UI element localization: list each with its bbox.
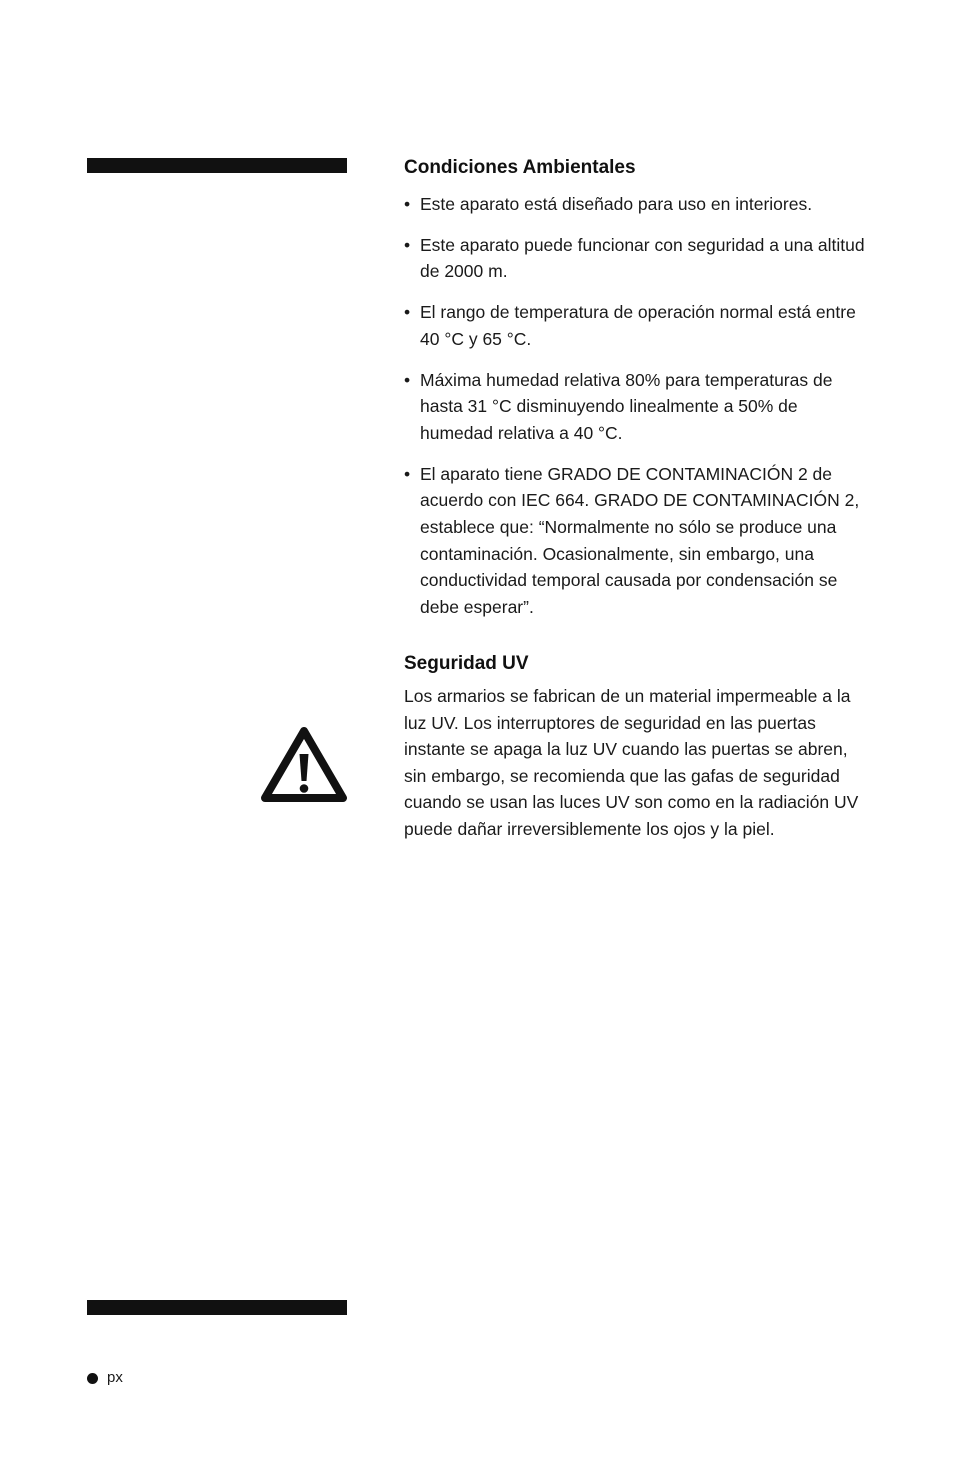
uv-safety-section [404, 651, 874, 842]
list-item-text: El rango de temperatura de operación normal está entre 40 °C y 65 °C. [420, 302, 856, 349]
list-item [404, 367, 874, 447]
bullet-point: • [404, 234, 411, 255]
environmental-conditions-section [404, 155, 874, 635]
list-item [404, 461, 874, 621]
list-item-text: Máxima humedad relativa 80% para temperaturas de hasta 31 °C disminuyendo linealmente a 50% de humedad relativa a 40 °C. [420, 369, 833, 443]
uv-safety-heading: Seguridad UV [404, 653, 529, 674]
uv-safety-paragraph: Los armarios se fabrican de un material impermeable a la luz UV. Los interruptores de seguridad en las puertas instante se apaga la luz UV cuando las puertas se abren, sin embargo, se recomienda que las gafas de seguridad cuando se usan las luces UV son como en la radiación UV puede dañar irreversiblemente los ojos y la piel. [404, 686, 859, 839]
bullet-point: • [404, 302, 411, 323]
list-item-text: El aparato tiene GRADO DE CONTAMINACIÓN 2 de acuerdo con IEC 664. GRADO DE CONTAMINACIÓN 2, establece que: “Normalmente no sólo se produce una contaminación. Ocasionalmente, sin embargo, una conductividad temporal causada por condensación se debe esperar”. [420, 463, 860, 618]
page-footer [87, 1368, 123, 1388]
list-item [404, 232, 874, 285]
warning-triangle-icon [260, 724, 348, 804]
page-number: px [107, 1369, 123, 1386]
bullet-point: • [404, 463, 411, 484]
list-item [404, 299, 874, 352]
list-item-text: Este aparato puede funcionar con seguridad a una altitud de 2000 m. [420, 234, 865, 282]
list-item-text: Este aparato está diseñado para uso en interiores. [420, 194, 813, 214]
bullet-point: • [404, 369, 411, 390]
bottom-divider-bar [87, 1300, 347, 1315]
footer-bullet-icon [87, 1373, 98, 1384]
list-item [404, 191, 874, 218]
bullet-point: • [404, 194, 411, 214]
top-divider-bar [87, 158, 347, 173]
environmental-conditions-heading: Condiciones Ambientales [404, 157, 636, 178]
environmental-conditions-list [404, 191, 874, 621]
